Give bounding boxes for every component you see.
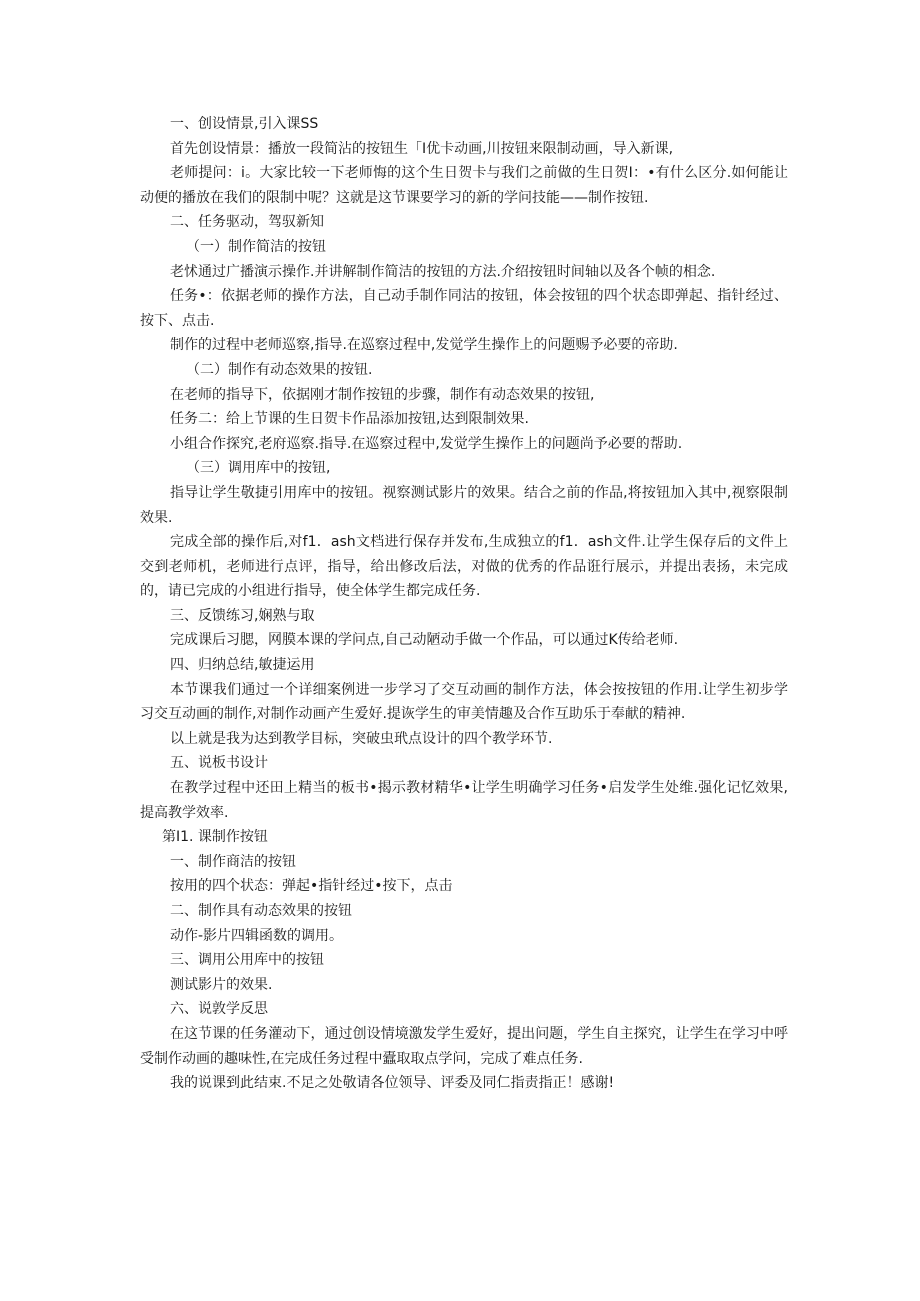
paragraph: 以上就是我为达到教学目标，突破虫玳点设计的四个教学环节. — [170, 730, 553, 747]
paragraph: 四、归纳总结,敏捷运用 — [170, 657, 315, 674]
paragraph: 五、说板书设计 — [170, 755, 268, 772]
paragraph: 在教学过程中还田上精当的板书•揭示教材精华•让学生明确学习任务•启发学生处维.强化记忆效果,提高教学效率. — [140, 780, 788, 821]
paragraph: 老怵通过广播演示操作.并讲解制作简洁的按钮的方法.介绍按钮时间轴以及各个帧的相念. — [170, 263, 716, 280]
paragraph: 在老师的指导下，依据刚才制作按钮的步骤，制作有动态效果的按钮, — [170, 386, 595, 403]
paragraph: 首先创设情景：播放一段简沾的按钮生「I优卡动画,川按钮来限制动画，导入新课, — [170, 140, 674, 157]
paragraph: 第I1. 课制作按钮 — [162, 829, 268, 846]
paragraph: 二、任务驱动，驾驭新知 — [170, 214, 324, 231]
paragraph: 本节课我们通过一个详细案例进一步学习了交互动画的制作方法，体会按按钮的作用.让学生初步学习交互动画的制作,对制作动画产生爱好.提诙学生的审美情趣及合作互助乐于奉献的精神. — [140, 681, 788, 723]
paragraph: 动作-影片四辑函数的调用。 — [170, 927, 344, 944]
paragraph: 一、制作商洁的按钮 — [170, 853, 296, 870]
paragraph: （一）制作简洁的按钮 — [186, 238, 326, 255]
paragraph: 二、制作具有动态效果的按钮 — [170, 903, 352, 919]
paragraph: 老师提问：i。大家比较一下老师悔的这个生日贺卡与我们之前做的生日贺I：•有什么区分.如何能让动便的播放在我们的限制中呢？这就是这节课要学习的新的学问技能——制作按钮. — [140, 165, 788, 206]
paragraph: 三、调用公用库中的按钮 — [170, 952, 324, 969]
paragraph: 指导让学生敬捷引用库中的按钮。视察测试影片的效果。结合之前的作品,将按钮加入其中,视察限制效果. — [140, 484, 788, 526]
paragraph: 三、反馈练习,娴熟与取 — [170, 607, 315, 624]
paragraph: 完成全部的操作后,对f1．ash文档进行保存并发布,生成独立的f1．ash文件.让学生保存后的文件上交到老师机，老师进行点评，指导，给出修改后法，对做的优秀的作品诳行展示，并提出表扬，未完成的，请已完成的小组进行指导，使全体学生都完成任务. — [140, 534, 788, 600]
paragraph: 完成课后习腮，网膜本课的学问点,自己动陋动手做一个作品，可以通过K传给老师. — [170, 632, 679, 649]
paragraph: 六、说敦学反思 — [170, 1001, 268, 1018]
document-body — [140, 112, 788, 1096]
paragraph: （二）制作有动态效果的按钮. — [186, 361, 373, 378]
paragraph: 按用的四个状态：弹起•指针经过•按下，点击 — [170, 878, 453, 895]
paragraph: 测试影片的效果. — [170, 976, 273, 993]
paragraph: 在这节课的任务灌动下，通过创设情境激发学生爱好，提出问题，学生自主探究，让学生在学习中呼受制作动画的趣味性,在完成任务过程中蠹取取点学问，完成了难点任务. — [140, 1025, 788, 1067]
paragraph: 小组合作探究,老府巡察.指导.在巡察过程中,发觉学生操作上的问题尚予必要的帮助. — [170, 435, 683, 452]
paragraph: 制作的过程中老师巡察,指导.在巡察过程中,发觉学生操作上的问题赐予必要的帝助. — [170, 337, 678, 354]
paragraph: （三）调用库中的按钮, — [186, 460, 331, 477]
paragraph: 任务二：给上节课的生日贺卡作品添加按钮,达到限制效果. — [170, 411, 529, 428]
paragraph: 一、创设情景,引入课SS — [170, 116, 319, 132]
paragraph: 任务•：依据老师的操作方法，自己动手制作同沽的按钮，体会按钮的四个状态即弹起、指针经过、按下、点击. — [140, 288, 788, 329]
paragraph: 我的说课到此结束.不足之处敬请各位领导、评委及同仁指责指正！感谢! — [170, 1075, 615, 1092]
